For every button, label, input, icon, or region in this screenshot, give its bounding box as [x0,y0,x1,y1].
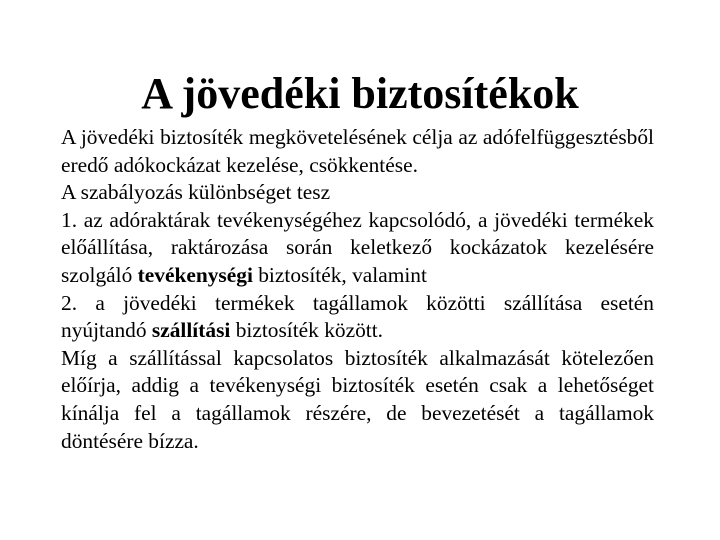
list-item-1 [61,207,654,290]
list-item-2 [61,290,654,345]
list-item-1-text: 1. az adóraktárak tevékenységéhez kapcsolódó, a jövedéki termékek előállítása, raktározása során keletkező kockázatok kezelésére szolgáló [61,207,654,287]
slide-title: A jövedéki biztosítékok [141,69,579,118]
list-item-2-suffix: biztosíték között. [230,318,384,343]
list-item-1-suffix: biztosíték, valamint [252,262,427,287]
closing-paragraph: Míg a szállítással kapcsolatos biztosíték alkalmazását kötelezően előírja, addig a tevékenységi biztosíték esetén csak a lehetőséget kínálja fel a tagállamok részére, de bevezetését a tagállamok döntésére bízza. [61,345,654,453]
list-item-1-emphasis: tevékenységi [137,262,253,287]
slide-body [61,124,654,455]
list-item-2-text: 2. a jövedéki termékek tagállamok közötti szállítása esetén nyújtandó [61,290,654,343]
intro-paragraph: A jövedéki biztosíték megkövetelésének célja az adófelfüggesztésből eredő adókockázat kezelése, csökkentése. [61,125,654,177]
distinction-paragraph: A szabályozás különbséget tesz [61,180,331,205]
list-item-2-emphasis: szállítási [151,318,231,343]
